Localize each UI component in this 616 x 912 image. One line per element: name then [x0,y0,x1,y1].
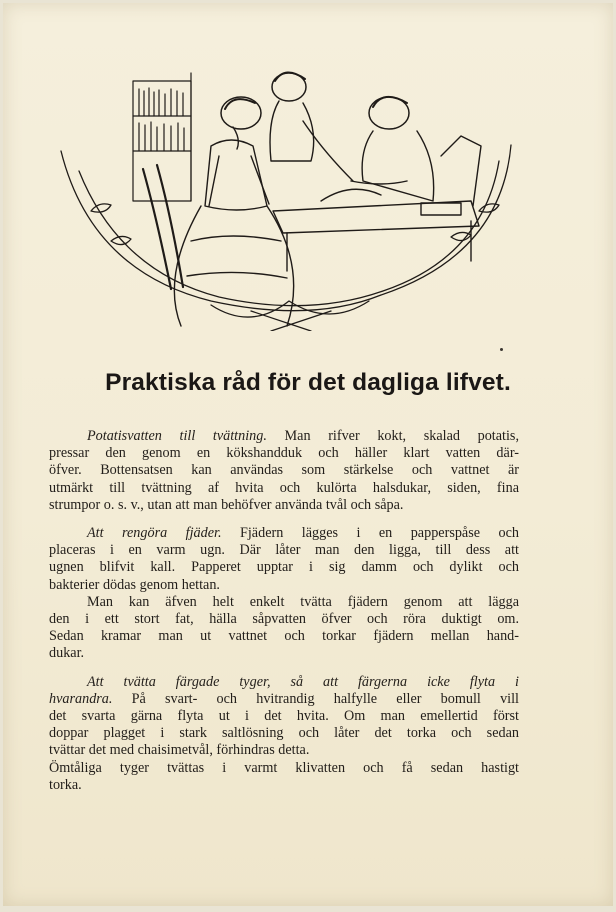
book-page [3,3,613,906]
text-line: Ömtåliga tyger tvättas i varmt klivatten och få sedan hastigt [49,759,519,776]
section-heading: Potatisvatten till tvättning. [87,428,267,444]
text-line [49,525,519,542]
text-line: utmärkt till tvättning af hvita och kulörta halsdukar, siden, fina [49,479,519,496]
text-fragment: På svart- och hvitrandig halfylle eller bomull vill [112,690,519,707]
text-line: ugnen blifvit kall. Papperet upptar i sig damm och dylikt och [49,559,519,576]
text-fragment: Man rifver kokt, skalad potatis, [266,428,520,444]
section-rengora-fjader [49,525,519,663]
text-line [49,691,519,708]
section-fargade-tyger [49,674,519,794]
section-heading: Att tvätta färgade tyger, så att färgerna icke flyta i [87,673,519,690]
text-line: den i ett stort fat, hälla såpvatten öfver och röra duktigt om. [49,611,519,628]
text-line: bakterier dödas genom hettan. [49,576,220,593]
text-line: öfver. Bottensatsen kan användas som stärkelse och vattnet är [49,462,519,479]
text-line: dukar. [49,645,85,662]
text-line [49,674,519,691]
article-body [49,428,519,794]
section-heading: Att rengöra fjäder. [87,525,222,542]
text-line: Man kan äfven helt enkelt tvätta fjädern genom att lägga [87,593,519,610]
section-heading: hvarandra. [49,690,113,707]
text-line: strumpor o. s. v., utan att man behöfver använda tvål och såpa. [49,496,404,513]
text-line: pressar den genom en kökshandduk och häller klart vatten där- [49,445,519,462]
page-title: Praktiska råd för det dagliga lifvet. [105,369,511,396]
text-line: det svarta gärna flyta ut i det hvita. Om man emellertid först [49,708,519,725]
vignette-three-women-sewing-icon [51,61,521,331]
text-line [49,428,519,445]
section-potatisvatten [49,428,519,514]
text-line: tvättar det med chaisimetvål, förhindras detta. [49,742,310,759]
ink-dot [500,348,503,351]
text-fragment: Fjädern lägges i en papperspåse och [221,525,519,542]
text-line: torka. [49,776,82,793]
text-line: doppar plagget i stark saltlösning och låter det torka och sedan [49,725,519,742]
text-line: Sedan kramar man ut vattnet och torkar fjädern mellan hand- [49,628,519,645]
text-line: placeras i en varm ugn. Där låter man den ligga, till dess att [49,542,519,559]
